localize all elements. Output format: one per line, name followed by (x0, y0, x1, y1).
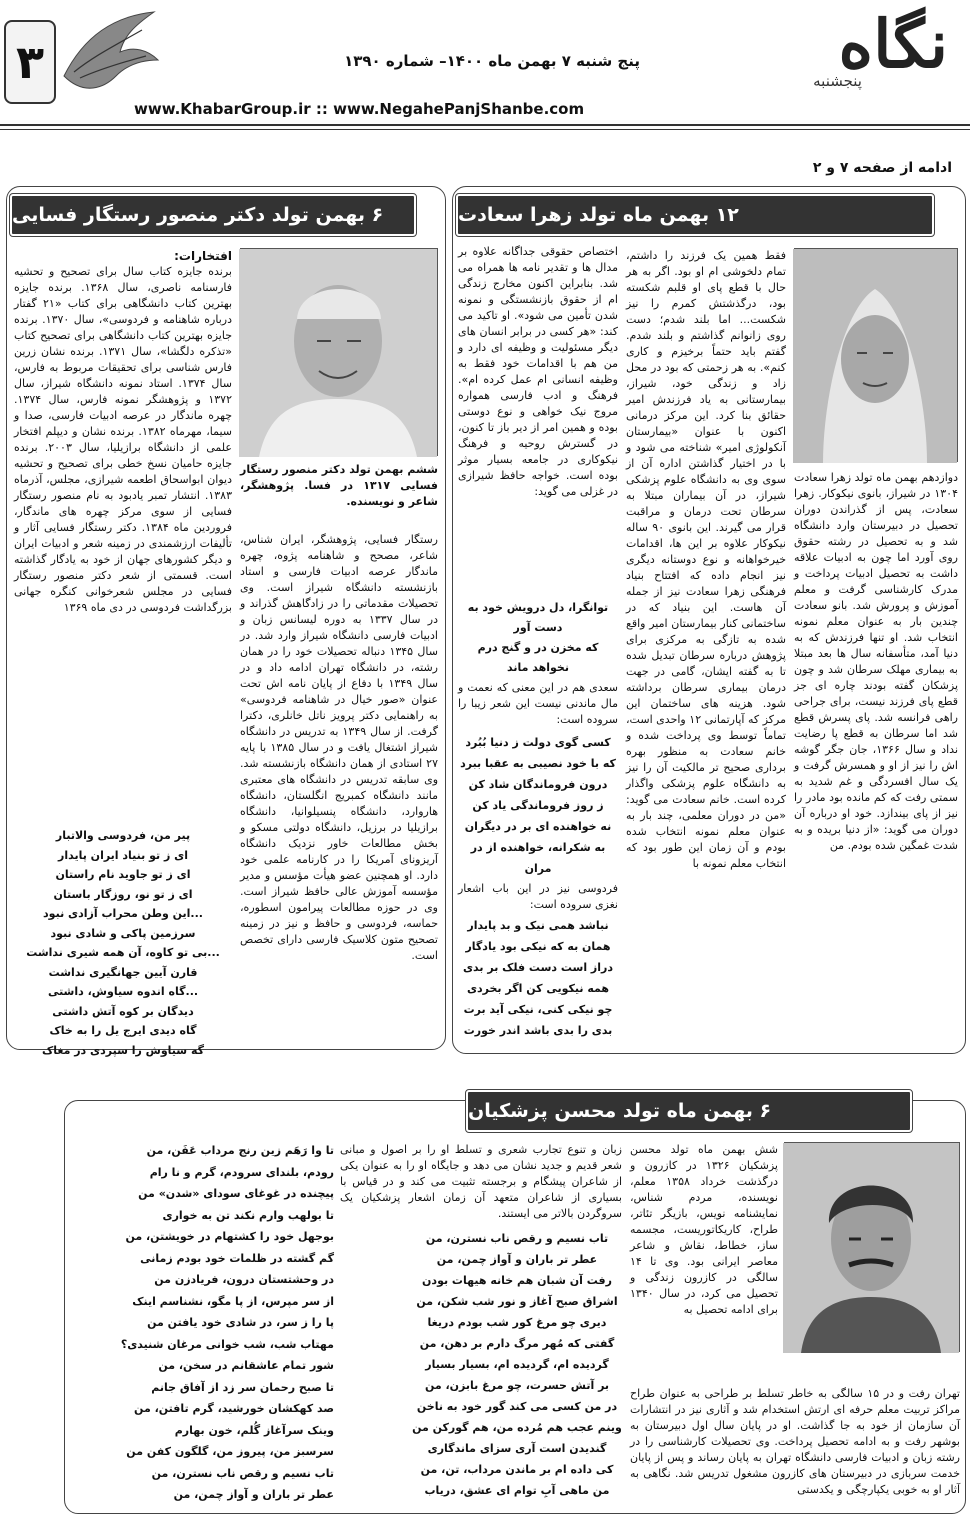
verse-line: همان به که نیکی بود یادگار (465, 940, 611, 953)
honors-text: برنده جایزه کتاب سال برای تصحیح و تحشیه فارسنامه ناصری، سال ۱۳۶۸. برنده جایزه بهترین کتاب دانشگاهی برای کتاب «۲۱ گفتار درباره شاهنامه و فردوسی»، سال ۱۳۷۰. برنده جایزه بهترین کتاب دانشگاهی برای تصحیح کتاب «تذکره دلگشا»، سال ۱۳۷۱. برنده نشان زرین فارس شناسی برای تحقیقات مربوط به فارس، سال ۱۳۷۴. استاد نمونه دانشگاه شیراز، سال ۱۳۷۲ و پژوهشگر نمونه فارس، سال ۱۳۷۴. چهره ماندگار در عرصه ادبیات فارسی، صدا و سیما، مهرماه ۱۳۸۲. برنده نشان و دیپلم افتخار علمی از دانشگاه برازیلیا، سال ۲۰۰۳. برنده جایزه حامیان نسخ خطی برای تصحیح و تحشیه دیوان ابواسحاق اطعمه شیرازی، مجلس، آذرماه ۱۳۸۳. انتشار تمبر یادبود به نام منصور رستگار فسایی از سوی مرکز چهره های ماندگار، فروردین ماه ۱۳۸۴. دکتر رستگار فسایی آثار و تألیفات ارزشمندی در زمینه شعر و ادبیات ایران و دیگر کشورهای جهان از خود به یادگار گذاشته است. قسمتی از شعر دکتر منصور رستگار فسایی در مجلس شعرخوانی کنگره جهانی بزرگداشت فردوسی در دی ماه ۱۳۶۹ (14, 265, 233, 614)
poem-line: گفتی که مُهر مرگ دارم بر دهن، من (419, 1337, 615, 1350)
logo-text: نگاه (838, 5, 948, 83)
article2-title-bar (10, 194, 416, 236)
poem-line: گه سیاوش را سپردی در مغاک (41, 1043, 205, 1057)
masthead (0, 0, 970, 140)
masthead-divider (0, 124, 970, 130)
poem-line: قارن آیین جهانگیری نداشت (48, 965, 198, 979)
poem-line: بر آتش حسرت، چو مرغ بابزن، من (424, 1379, 610, 1392)
poem-line: ای ز تو نو، روزگار باستان (53, 887, 193, 901)
verse-line: همه نیکویی کن اگر بخردی (466, 982, 610, 995)
poem-line: تا بولهب وارم نکند تن به خواری (162, 1208, 334, 1222)
poem-line: ...گاه اندوه سیاوش، داشتی (47, 985, 199, 998)
verse-line: که با خود نصیبی به عقبا ببرد (460, 757, 616, 770)
poem-line: در من کسی می کند گور خود به ناخن (416, 1400, 618, 1413)
poem-line: شور تمام عاشقانم در سخن، من (158, 1359, 334, 1372)
poem-line: عطر تر باران و آواز چمن، من (436, 1253, 598, 1266)
poem-line: صد کهکشان خورشید، گرم تافتن، من (134, 1402, 334, 1415)
mohsen-pezeshkian-photo (784, 1142, 960, 1352)
poem-line: دیدگان بر کوه آتش داشتی (52, 1004, 194, 1018)
bird-logo-icon (54, 6, 162, 102)
verse-line: به شکرانه، خواهنده از در مران (470, 841, 606, 875)
article3-title: ۶ بهمن ماه تولد محسن پزشکیان (468, 1100, 772, 1122)
verse-line: چو نیکی کنی، نیکی آید برت (463, 1003, 613, 1016)
poem-line: ...بی تو کاوه، آن همه شیری نداشت (26, 946, 220, 959)
article3-title-bar (466, 1090, 912, 1132)
article1-col-right: دوازدهم بهمن ماه تولد زهرا سعادت ۱۳۰۴ در شیراز، بانوی نیکوکار. زهرا سعادت، پس از گذراندن دوران تحصیل در دبیرستان وارد دانشگاه شد و به تحصیل در رشته حقوق روی آورد اما چون به ادبیات علاقه داشت به تحصیل ادبیات پرداخت و مدرک کارشناسی گرفت و معلم آموزش و پرورش شد. بانو سعادت چندین بار به عنوان معلم نمونه انتخاب شد. او تنها فرزندش که به دنیا آمد، متأسفانه سال ها بعد مبتلا به بیماری مهلک سرطان شد و چون پزشکان گفته بودند چاره ای جز قطع پای فرزند نیست، برای جراحی راهی فرانسه شد. پای پسرش قطع شد اما سرطان به قطع پا رضایت نداد و سال ۱۳۶۶، جان جگر گوشه اش را نیز از او و همسرش گرفت و یک سال افسردگی و غم شدید به سمتی رفت که کم مانده بود مادر را نیز از پای بیندازد. خود او درباره آن دوران می گوید: «از دنیا بریده و به شدت غمگین شده بودم. من (794, 471, 959, 852)
poem-line: تا صبح رحمان سر زد از آفاق جانم (151, 1380, 334, 1394)
verse-line: نه خواهنده ای بر در دیگران (464, 820, 612, 833)
verse-line: ز روز فروماندگی یاد کن (472, 799, 604, 812)
rastegar-fasaei-photo (240, 248, 438, 456)
pezeshkian-poem-2 (74, 1140, 334, 1510)
poem-line: اشراق صبح آغاز و نور شب شکن، من (416, 1295, 618, 1308)
article2-caption: ششم بهمن تولد دکتر منصور رستگار فسایی ۱۳۱۷ در فسا. پژوهشگر، شاعر و نویسنده. (240, 463, 438, 508)
article1-col-left-text: اختصاص حقوقی جداگانه علاوه بر مدال ها و تقدیر نامه ها همراه می شد. بنابراین اکنون مخارج زندگی ام از حقوق بازنشستگی و نمونه شدن تأمین می شود». او تاکید می کند: «هر کسی در برابر انسان های دیگر مسئولیت و وظیفه ای دارد و من هم با اقدامات خود فقط به وظیفه انسانی ام عمل کرده ام». فرهنگ و ادب فارسی همواره مروج نیک خواهی و نوع دوستی بوده و همین امر از دیر باز تا کنون، در گسترش روحیه و فرهنگ نیکوکاری در جامعه بسیار موثر بوده است. خواجه حافظ شیرازی در غزلی می گوید: (458, 245, 618, 498)
continued-note: ادامه از صفحه ۷ و ۲ (812, 160, 952, 176)
verse-line: نباشد همی نیک و بد پایدار (467, 919, 609, 932)
article1-col-left (458, 244, 618, 1050)
poem-line: گاه دیدی ایرج یل را به خاک (49, 1024, 197, 1037)
page-number-box (4, 20, 56, 104)
poem-line: پیر من، فردوسی والاتبار (55, 829, 191, 842)
article2-title: ۶ بهمن تولد دکتر منصور رستگار فسایی (12, 204, 384, 226)
verse-line: درون فروماندگان شاد کن (468, 778, 608, 791)
verse-line: دراز است دست فلک بر بدی (462, 961, 614, 974)
poem-line: از سر مپرس، از پا مگو، نشناسم اینک (132, 1294, 334, 1308)
verse-line: توانگرا، دل درویش خود به دست آور (467, 601, 609, 634)
poem-line: کی داده ام بر ماندن مرداب، تن، من (420, 1463, 614, 1476)
verse-line: بدی را بدی باشد اندر خورت (463, 1024, 613, 1037)
poem-line: رودم، بلندای سرودم، گرم و نا رام (149, 1165, 334, 1179)
article1-col-mid: فقط همین یک فرزند را داشتم، تمام دلخوشی ام او بود. اگر به هر حال با قطع پای او قلبم شکسته بود، درگذشتش کمرم را نیز شکست... اما بلند شدم؛ دست روی زانوانم گذاشتم و بلند شدم. گفتم باید حتماً برخیزم و کاری کنم». به هر زحمتی که بود در محل زاد و زندگی خود، شیراز، بیمارستانی به یاد فرزندش امیر حقائق بنا کرد. این مرکز درمانی اکنون با عنوان «بیمارستان آنکولوژی امیر» شناخته می شود و با در اختیار گذاشتن اداره آن از سوی وی به دانشگاه علوم پزشکی شیراز، در آن بیماران مبتلا به سرطان تحت درمان و مراقبت قرار می گیرند. این بانوی ۹۰ ساله نیکوکار علاوه بر این ها، اقدامات خیرخواهانه و نوع دوستانه دیگری نیز انجام داده که افتتاح بنیاد فرهنگی زهرا سعادت نیز از جمله آن هاست. این بنیاد که در ساختمانی کنار بیمارستان امیر واقع شده به تازگی به مرکزی برای پژوهش درباره سرطان تبدیل شده تا به گفته ایشان، گامی در جهت درمان بیماری سرطان برداشته شود. هزینه های ساختمان این مرکز که آپارتمانی ۱۲ واحدی است، تماماً توسط وی پرداخت شده و خانم سعادت به منظور بهره برداری صحیح تر مالکیت آن را نیز به دانشگاه علوم پزشکی واگذار کرده است. خانم سعادت می گوید: «من در دوران معلمی، چند بار به عنوان معلم نمونه انتخاب شده بودم و آن زمان این طور بود که انتخاب معلم نمونه با (626, 249, 786, 870)
poem-line: گردیده ام، گردیده ام، بسیار بسیار (425, 1358, 609, 1371)
article2-body: رستگار فسایی، پژوهشگر، ایران شناس، شاعر، مصحح و شاهنامه پژوه، چهره ماندگار عرصه ادبیات فارسی و استاد بازنشسته دانشگاه شیراز است. وی تحصیلات مقدماتی را در زادگاهش گذراند و در سال ۱۳۳۷ به دوره لیسانس زبان و ادبیات فارسی دانشگاه شیراز وارد شد. در سال ۱۳۴۵ دنباله تحصیلات خود را در همان رشته، در دانشگاه تهران ادامه داد و در سال ۱۳۴۹ با دفاع از پایان نامه اش تحت عنوان «صور خیال در شاهنامه فردوسی» به راهنمایی دکتر پرویز ناتل خانلری، دکترا گرفت. از سال ۱۳۴۹ به تدریس در دانشگاه شیراز اشتغال یافت و در سال ۱۳۸۵ با پایه ۲۷ استادی از همان دانشگاه بازنشسته شد. وی سابقه تدریس در دانشگاه های معتبری مانند دانشگاه کمبریج انگلستان، دانشگاه هاروارد، دانشگاه پنسیلوانیا، دانشگاه برازیلیا در برزیل، دانشگاه دولتی مسکو و بخش مطالعات خاور نزدیک دانشگاه آریزونای آمریکا را در کارنامه علمی خود دارد. او همچنین عضو هیأت مؤسس و مدیر مؤسسه آموزش عالی حافظ شیراز است. وی در حوزه مطالعات پیرامون اسطوره، حماسه، فردوسی و حافظ و نیز در زمینه تصحیح متون کلاسیک فارسی دارای تخصص است. (240, 533, 439, 962)
page-number: ۳ (15, 35, 45, 89)
poem-line: وینک سرآغاز گُلم، خون بهارم (174, 1423, 334, 1437)
article3-col-bottom: تهران رفت و در ۱۵ سالگی به خاطر تسلط بر طراحی به عنوان طراح مراکز تربیت معلم حرفه ای ارتش استخدام شد و آثاری نیز در انتشارات آن سازمان از خود به جا گذاشت. او در پایان سال اول دبیرستان به بوشهر رفت و به ادامه تحصیل پرداخت. وی تحصیلات کارشناسی را در رشته زبان و ادبیات فارسی دانشگاه تهران به پایان رساند و پس از پایان خدمت سربازی در دبیرستان های کازرون مشغول تدریس شد. نگاهی به آثار او به خوبی یکپارچگی و یکدستی (630, 1387, 960, 1496)
verse-line: که مخزن در و گنج درم نخواهد ماند (477, 641, 599, 674)
poem-line: ...این وطن محراب آزادی نبود (43, 907, 203, 920)
issue-date-line: پنج شنبه ۷ بهمن ماه ۱۴۰۰– شماره ۱۳۹۰ (344, 52, 640, 70)
honors-title: افتخارات: (174, 249, 232, 263)
poem-line: پیچنده در غوغای سودای «شدن» من (138, 1187, 334, 1200)
poem-line: رفت آن شبان هم خانه هیهات بودن (422, 1274, 612, 1287)
poem-line: دیری چو مرغ کور شب بودم دریغا (427, 1316, 607, 1329)
poem-line: سرسبز من، پیروز من، گلگون کفن من (126, 1445, 334, 1458)
poem-line: گندیدن است آری سزای ماندگاری (427, 1442, 607, 1455)
poem-line: عطر تر باران و آواز چمن، من (173, 1488, 334, 1501)
poem-line: بوجهل خود را کشتهام در خویشتن، من (125, 1230, 334, 1243)
poem-line: تاب نسیم و رقص ناب نسترن، من (425, 1232, 609, 1245)
poem-line: در وحشتستان درون، فریادزن من (154, 1273, 334, 1286)
logo-subtitle: پنجشنبه (813, 72, 862, 90)
pezeshkian-poem-1 (410, 1228, 624, 1510)
rastegar-poem (14, 826, 232, 1057)
poem-line: مهتاب شب، شب خوانی مرغان شنیدی؟ (120, 1337, 334, 1351)
verse-hafez (458, 598, 618, 678)
article3-col-mid: زبان و تنوع تجارب شعری و تسلط او را بر اصول و مبانی شعر قدیم و جدید نشان می دهد و جایگاه او را به عنوان یکی از شاعران پیشگام و برجسته تثبیت می کند و در قیاس با بسیاری از شاعران متعهد آن زمان اشعار پزشکیان یک سروگردن بالاتر می ایستند. (340, 1143, 622, 1220)
poem-line: سرزمین پاکی و شادی نبود (50, 926, 196, 940)
article3-col-right: شش بهمن ماه تولد محسن پزشکیان ۱۳۲۶ در کازرون و درگذشت خرداد ۱۳۵۸ معلم، نویسنده، مردم شناس، نمایشنامه نویس، بازیگر تئاتر، طراح، کاریکاتوریست، مجسمه ساز، خطاط، نقاش و شاعر معاصر ایرانی بود. وی تا ۱۴ سالگی در کازرون زندگی و تحصیل می کرد، در سال ۱۳۴۰ برای ادامه تحصیل به (630, 1143, 778, 1316)
verse-saadi (458, 732, 618, 879)
zahra-saadat-photo (794, 248, 958, 462)
poem-line: تاب نسیم و رقص ناب نسترن، من (151, 1466, 334, 1480)
poem-line: ای ز تو جاوید نام راستان (55, 868, 191, 881)
verse-ferdowsi (458, 915, 618, 1041)
site-urls[interactable]: www.KhabarGroup.ir :: www.NegahePanjShanbe.com (134, 100, 585, 118)
article1-title-bar (456, 194, 934, 236)
poem-line: پا را ز سر، در شادی خود یافتن من (147, 1316, 334, 1329)
article1-col-left-saadi: سعدی هم در این معنی که نعمت و مال ماندنی نیست این شعر زیبا را سروده است: (458, 681, 618, 726)
poem-line: ای ز تو بنیاد ایران پایدار (58, 848, 188, 862)
verse-line: کسی گوی دولت ز دنیا بُبُرد (465, 736, 611, 749)
article2-honors (14, 248, 232, 808)
poem-line: تا وا رَهَم زین رنج مرداب عَفَن، من (146, 1144, 334, 1157)
article1-col-left-ferdowsi: فردوسی نیز در این باب اشعار نغزی سروده است: (458, 882, 618, 911)
article1-title: ۱۲ بهمن ماه تولد زهرا سعادت (458, 204, 739, 226)
poem-line: من ماهی آبِ توام ای عشق، دریاب (424, 1484, 610, 1497)
poem-line: گم گشته در ظلمات خود بودم زمانی (140, 1251, 334, 1265)
poem-line: وینم عجب هم مُرده من، هم گورکن من (412, 1421, 622, 1434)
